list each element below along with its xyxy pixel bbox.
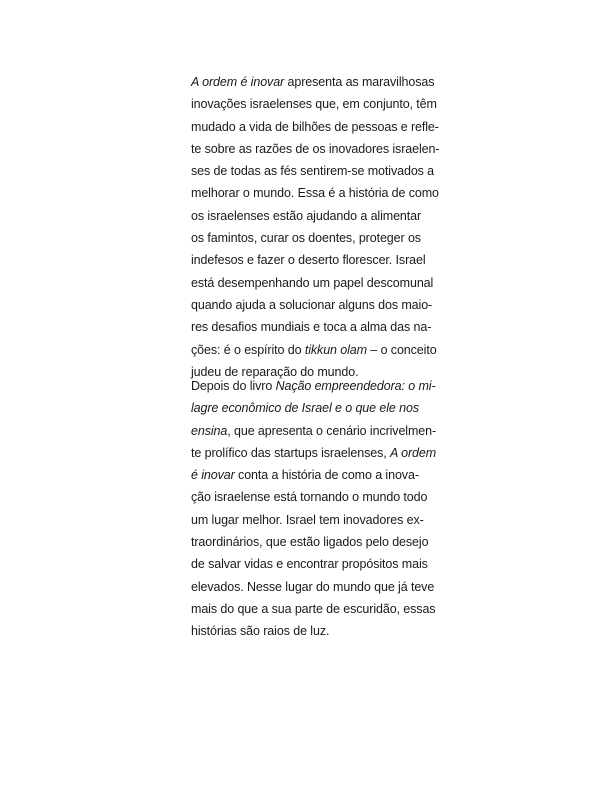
paragraph-2	[191, 375, 437, 643]
paragraph-1	[191, 71, 440, 383]
body-text: conta a história de como a inova-	[234, 468, 419, 483]
body-text: quando ajuda a solucionar alguns dos maio-	[191, 297, 433, 312]
text-line	[191, 486, 428, 508]
text-line	[191, 531, 429, 553]
text-line	[191, 509, 424, 531]
text-line	[191, 182, 439, 204]
body-text: ções: é o espírito do	[191, 342, 305, 357]
body-text: mudado a vida de bilhões de pessoas e refle-	[191, 119, 439, 134]
body-text: de salvar vidas e encontrar propósitos mais	[191, 557, 428, 572]
text-line	[191, 316, 432, 338]
body-text: histórias são raios de luz.	[191, 624, 330, 639]
text-line	[191, 576, 435, 598]
text-line	[191, 598, 436, 620]
text-line	[191, 397, 419, 419]
body-text: ção israelense está tornando o mundo todo	[191, 490, 428, 505]
text-line	[191, 339, 437, 361]
text-line	[191, 205, 422, 227]
text-line	[191, 160, 435, 182]
text-line	[191, 138, 440, 160]
body-text: os famintos, curar os doentes, proteger os	[191, 231, 421, 246]
italic-text: tikkun olam	[304, 342, 367, 357]
italic-text: A ordem	[389, 445, 437, 460]
body-text: ses de todas as fés sentirem-se motivados a	[191, 164, 435, 179]
body-text: um lugar melhor. Israel tem inovadores ex-	[191, 512, 424, 527]
body-text: judeu de reparação do mundo.	[191, 364, 359, 379]
body-text: mais do que a sua parte de escuridão, essas	[191, 601, 436, 616]
text-line	[191, 464, 419, 486]
italic-text: A ordem é inovar	[191, 75, 285, 89]
body-text: te sobre as razões de os inovadores israelen-	[191, 141, 440, 156]
text-line	[191, 553, 428, 575]
italic-text: lagre econômico de Israel e o que ele nos	[191, 401, 419, 416]
body-text: – o conceito	[366, 342, 437, 357]
text-line	[191, 294, 433, 316]
body-text: indefesos e fazer o deserto florescer. Israel	[191, 253, 426, 268]
body-text: , que apresenta o cenário incrivelmen-	[227, 423, 437, 438]
italic-text: ensina	[191, 423, 228, 438]
text-line	[191, 620, 413, 642]
body-text: res desafios mundiais e toca a alma das na-	[191, 320, 432, 335]
text-line	[191, 71, 435, 93]
text-line	[191, 93, 437, 115]
text-line	[191, 375, 436, 397]
body-text: inovações israelenses que, em conjunto, têm	[191, 97, 437, 112]
body-text: Depois do livro	[191, 379, 276, 393]
body-text: os israelenses estão ajudando a alimentar	[191, 208, 422, 223]
text-line	[191, 420, 437, 442]
body-text: está desempenhando um papel descomunal	[191, 275, 434, 290]
body-text: traordinários, que estão ligados pelo desejo	[191, 535, 429, 550]
text-line	[191, 442, 437, 464]
body-text: apresenta as maravilhosas	[284, 75, 435, 89]
text-line	[191, 116, 439, 138]
text-line	[191, 227, 421, 249]
italic-text: Nação empreendedora: o mi-	[275, 379, 436, 393]
italic-text: é inovar	[191, 468, 235, 483]
text-line	[191, 272, 434, 294]
body-text: te prolífico das startups israelenses,	[191, 445, 390, 460]
text-line	[191, 249, 426, 271]
body-text: elevados. Nesse lugar do mundo que já teve	[191, 579, 435, 594]
body-text: melhorar o mundo. Essa é a história de como	[191, 186, 439, 201]
